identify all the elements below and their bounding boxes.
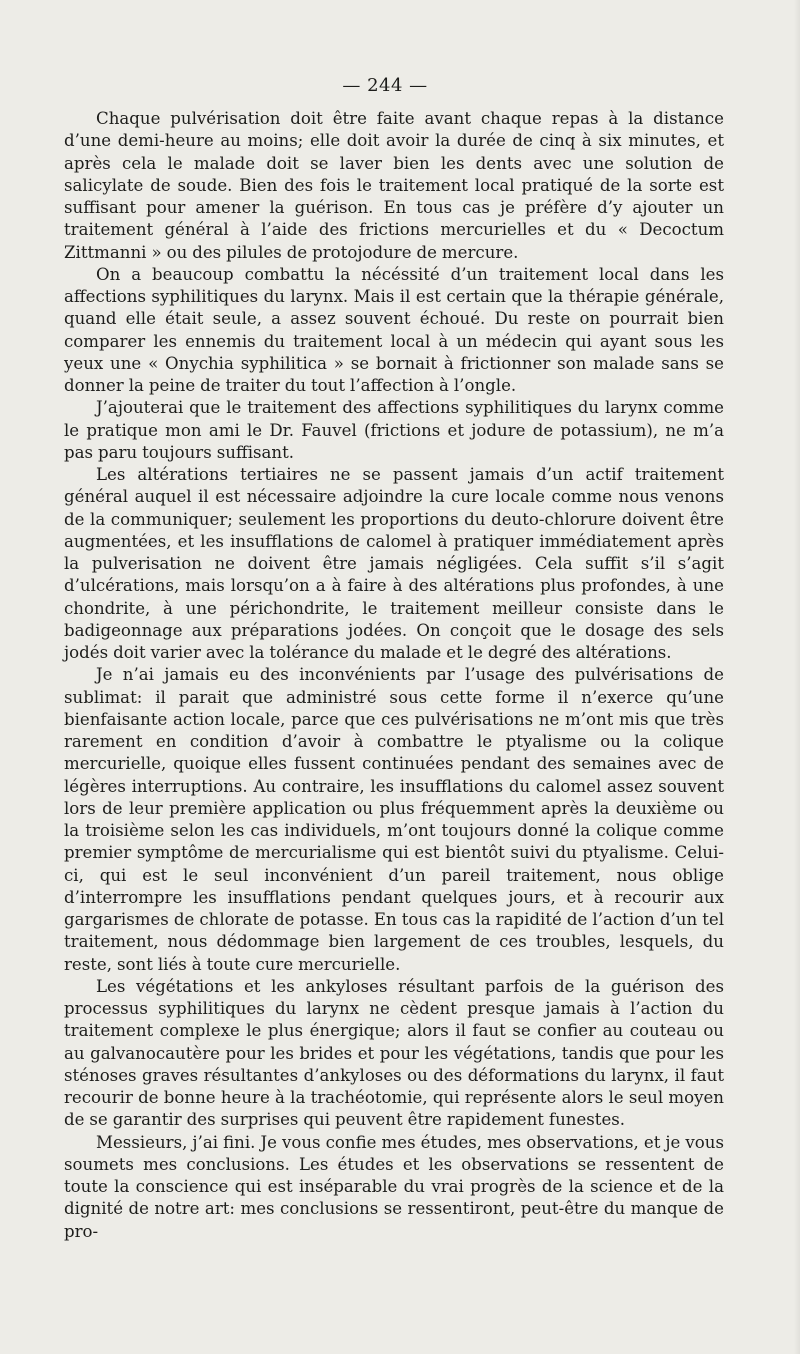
paragraph-7: Messieurs, j’ai fini. Je vous confie mes études, mes observations, et je vous soumets mes conclusions. Les études et les observations se ressentent de toute la conscience qui est inséparable du vrai progrès de la science et de la dignité de notre art: mes conclusions se ressentiront, peut-être du manque de pro-: [64, 1132, 724, 1241]
page-edge-shadow: [794, 0, 800, 1354]
paragraph-5: Je n’ai jamais eu des inconvénients par l’usage des pulvérisations de sublimat: il parait que administré sous cette forme il n’exerce qu’une bienfaisante action locale, parce que ces pulvérisations ne m’ont mis que très rarement en condition d’avoir à combattre le ptyalisme ou la colique mercurielle, quoique elles fussent continuées pendant des semaines avec de légères interruptions. Au contraire, les insufflations du calomel assez souvent lors de leur première application ou plus fréquemment après la deuxième ou la troisième selon les cas individuels, m’ont toujours donné la colique comme premier symptôme de mercurialisme qui est bientôt suivi du ptyalisme. Celui-ci, qui est le seul inconvénient d’un pareil traitement, nous oblige d’interrompre les insufflations pendant quelques jours, et à recourir aux gargarismes de chlorate de potasse. En tous cas la rapidité de l’action d’un tel traitement, nous dédommage bien largement de ces troubles, lesquels, du reste, sont liés à toute cure mercurielle.: [64, 665, 724, 974]
paragraph-1: Chaque pulvérisation doit être faite avant chaque repas à la distance d’une demi-heure au moins; elle doit avoir la durée de cinq à six minutes, et après cela le malade doit se laver bien les dents avec une solution de salicylate de soude. Bien des fois le traitement local pratiqué de la sorte est suffisant pour amener la guérison. En tous cas je préfère d’y ajouter un traitement général à l’aide des frictions mercurielles et du « Decoctum Zittmanni » ou des pilules de protojodure de mercure.: [64, 109, 724, 262]
page-number: — 244 —: [342, 75, 428, 96]
paragraph-2: On a beaucoup combattu la nécéssité d’un traitement local dans les affections syphilitiques du larynx. Mais il est certain que la thérapie générale, quand elle était seule, a assez souvent échoué. Du reste on pourrait bien comparer les ennemis du traitement local à un médecin qui ayant sous les yeux une « Onychia syphilitica » se bornait à frictionner son malade sans se donner la peine de traiter du tout l’affection à l’ongle.: [64, 264, 724, 395]
body-text: [64, 108, 724, 1243]
paragraph-3: J’ajouterai que le traitement des affections syphilitiques du larynx comme le pratique mon ami le Dr. Fauvel (frictions et jodure de potassium), ne m’a pas paru toujours suffisant.: [64, 398, 724, 462]
paragraph-6: Les végétations et les ankyloses résultant parfois de la guérison des processus syphilitiques du larynx ne cèdent presque jamais à l’action du traitement complexe le plus énergique; alors il faut se confier au couteau ou au galvanocautère pour les brides et pour les végétations, tandis que pour les sténoses graves résultantes d’ankyloses ou des déformations du larynx, il faut recourir de bonne heure à la trachéotomie, qui représente alors le seul moyen de se garantir des surprises qui peuvent être rapidement funestes.: [64, 976, 724, 1130]
paragraph-4: Les altérations tertiaires ne se passent jamais d’un actif traitement général auquel il est nécessaire adjoindre la cure locale comme nous venons de la communiquer; seulement les proportions du deuto-chlorure doivent être augmentées, et les insufflations de calomel à pratiquer immédiatement après la pulverisation ne doivent être jamais négligées. Cela suffit s’il s’agit d’ulcérations, mais lorsqu’on a à faire à des altérations plus profondes, à une chondrite, à une périchondrite, le traitement meilleur consiste dans le badigeonnage aux préparations jodées. On conçoit que le dosage des sels jodés doit varier avec la tolérance du malade et le degré des altérations.: [64, 465, 724, 662]
